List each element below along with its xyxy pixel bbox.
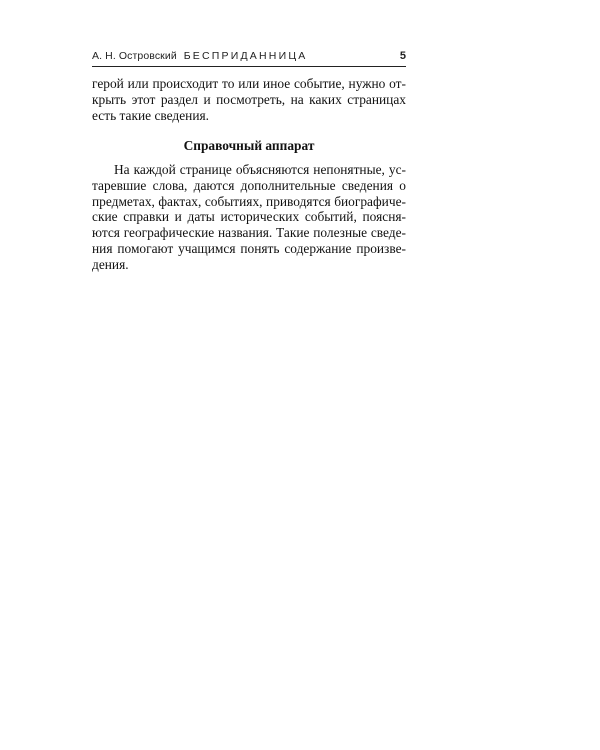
header-author: А. Н. Островский bbox=[92, 50, 177, 62]
text-line: дения. bbox=[92, 256, 129, 272]
text-line: герой или происходит то или иное событие, нужно от- bbox=[92, 76, 406, 91]
section-heading: Справочный аппарат bbox=[183, 138, 315, 153]
header-book-title: БЕСПРИДАННИЦА bbox=[183, 50, 308, 62]
paragraph-continued bbox=[92, 76, 406, 123]
text-line: ские справки и даты исторических событий, поясня- bbox=[92, 209, 406, 225]
text-line: ются географические названия. Такие полезные сведе- bbox=[92, 225, 406, 241]
text-line: крыть этот раздел и посмотреть, на каких страницах bbox=[92, 91, 406, 107]
text-line: ния помогают учащимся понять содержание произве- bbox=[92, 240, 406, 256]
text-line: предметах, фактах, событиях, приводятся биографиче- bbox=[92, 193, 406, 209]
running-header bbox=[92, 50, 406, 67]
text-line: есть такие сведения. bbox=[92, 107, 209, 123]
page-number: 5 bbox=[399, 50, 406, 62]
text-line: таревшие слова, даются дополнительные сведения о bbox=[92, 177, 406, 193]
section-paragraph bbox=[92, 162, 406, 273]
running-header-left bbox=[92, 50, 308, 62]
text-line: На каждой странице объясняются непонятные, ус- bbox=[114, 162, 406, 177]
